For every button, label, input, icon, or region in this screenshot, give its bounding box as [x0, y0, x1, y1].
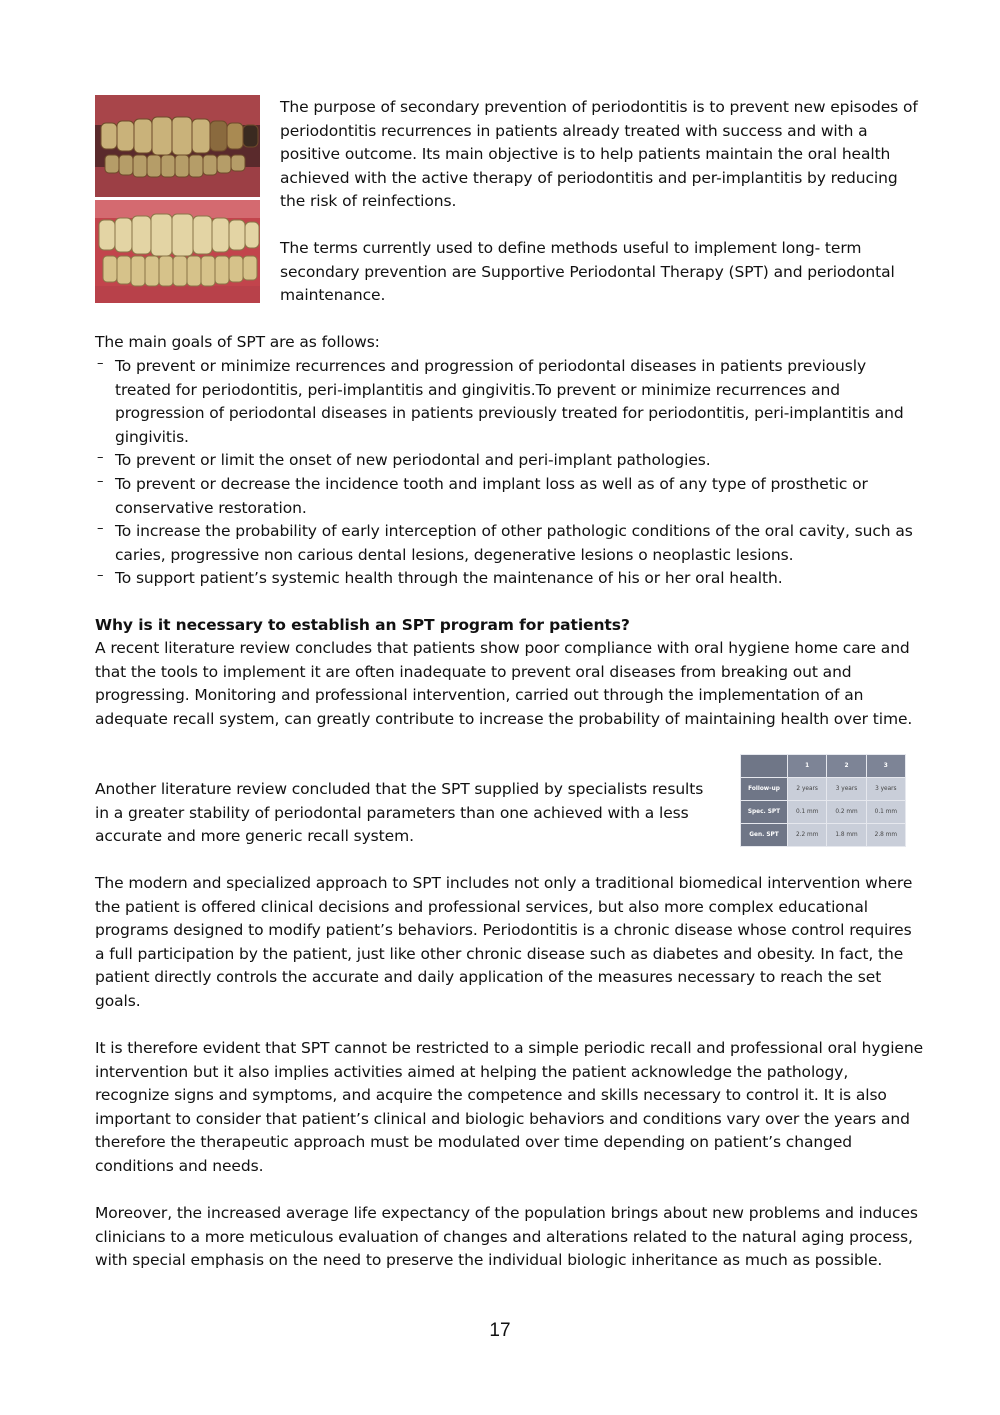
table-row — [741, 801, 906, 824]
table-row-label: Spec. SPT — [741, 801, 788, 824]
bullet-dash: – — [97, 356, 104, 371]
list-item — [95, 449, 925, 473]
table-cell: 0.1 mm — [788, 801, 827, 824]
moreover-paragraph: Moreover, the increased average life expectancy of the population brings about new problems and induces clinicians to a more meticulous evaluation of changes and alterations related to the natural aging process, with special emphasis on the need to preserve the individual biologic inheritance as much as possible. — [95, 1204, 918, 1270]
evident-paragraph: It is therefore evident that SPT cannot be restricted to a simple periodic recall and professional oral hygiene intervention but it also implies activities aimed at helping the patient acknowledge the pathology, recognize signs and symptoms, and acquire the competence and skills necessary to control it. It is also important to consider that patient’s clinical and biologic behaviors and conditions vary over the years and therefore the therapeutic approach must be modulated over time depending on patient’s changed conditions and needs. — [95, 1039, 924, 1175]
table-header-cell — [741, 755, 788, 778]
table-row-label: Follow-up — [741, 778, 788, 801]
list-item-text: To support patient’s systemic health through the maintenance of his or her oral health. — [115, 569, 783, 588]
why-paragraph: A recent literature review concludes that patients show poor compliance with oral hygiene home care and that the tools to implement it are often inadequate to prevent oral diseases from breaking out and progressing. Monitoring and professional intervention, carried out through the implementation of an adequate recall system, can greatly contribute to increase the probability of maintaining health over time. — [95, 639, 913, 728]
table-header-row — [741, 755, 906, 778]
table-row — [741, 778, 906, 801]
literature-paragraph: Another literature review concluded that the SPT supplied by specialists results in a greater stability of periodontal parameters than one achieved with a less accurate and more generic recall system. — [95, 780, 704, 846]
spt-comparison-table — [740, 754, 906, 847]
intro-terms-paragraph: The terms currently used to define methods useful to implement long- term secondary prevention are Supportive Periodontal Therapy (SPT) and periodontal maintenance. — [280, 239, 895, 305]
table-cell: 1.8 mm — [827, 824, 866, 847]
goals-list — [95, 355, 925, 591]
list-item — [95, 520, 925, 567]
table-cell: 0.2 mm — [827, 801, 866, 824]
table-cell: 2 years — [788, 778, 827, 801]
table-cell: 3 years — [827, 778, 866, 801]
list-item-text: To prevent or limit the onset of new periodontal and peri-implant pathologies. — [115, 451, 711, 470]
bullet-dash: – — [97, 473, 104, 489]
table-cell: 3 years — [866, 778, 905, 801]
intro-paragraph: The purpose of secondary prevention of periodontitis is to prevent new episodes of periodontitis recurrences in patients already treated with success and with a positive outcome. Its main objective is to help patients maintain the oral health achieved with the active therapy of periodontitis and per-implantitis by reducing the risk of reinfections. — [280, 98, 918, 211]
table-row — [741, 824, 906, 847]
section-heading: Why is it necessary to establish an SPT program for patients? — [95, 616, 630, 634]
list-item — [95, 567, 925, 591]
table-row-label: Gen. SPT — [741, 824, 788, 847]
bullet-dash: – — [97, 450, 104, 466]
table-header-cell: 2 — [827, 755, 866, 778]
modern-approach-paragraph: The modern and specialized approach to SPT includes not only a traditional biomedical intervention where the patient is offered clinical decisions and professional services, but also more complex educational programs designed to modify patient’s behaviors. Periodontitis is a chronic disease whose control requires a full participation by the patient, just like other chronic disease such as diabetes and obesity. In fact, the patient directly controls the accurate and daily application of the measures necessary to reach the set goals. — [95, 874, 913, 1010]
list-item-text: To prevent or decrease the incidence tooth and implant loss as well as of any type of prosthetic or conservative restoration. — [115, 474, 868, 517]
bullet-dash: – — [97, 521, 104, 537]
dental-photo-before — [95, 95, 260, 197]
table-header-cell: 1 — [788, 755, 827, 778]
table-cell: 2.8 mm — [866, 824, 905, 847]
dental-photo-after — [95, 200, 260, 303]
table-header-cell: 3 — [866, 755, 905, 778]
page-number: 17 — [489, 1320, 511, 1341]
list-item-text: To increase the probability of early interception of other pathologic conditions of the oral cavity, such as caries, progressive non carious dental lesions, degenerative lesions o neoplastic lesions. — [115, 522, 913, 564]
goals-heading: The main goals of SPT are as follows: — [95, 333, 380, 351]
list-item — [95, 355, 925, 449]
bullet-dash: – — [97, 568, 104, 584]
table-cell: 2.2 mm — [788, 824, 827, 847]
list-item — [95, 473, 925, 520]
table-cell: 0.1 mm — [866, 801, 905, 824]
list-item-text: To prevent or minimize recurrences and progression of periodontal diseases in patients previously treated for periodontitis, peri-implantitis and gingivitis.To prevent or minimize recurrences and progression of periodontal diseases in patients previously treated for periodontitis, peri-implantitis and gingivitis. — [115, 357, 904, 446]
